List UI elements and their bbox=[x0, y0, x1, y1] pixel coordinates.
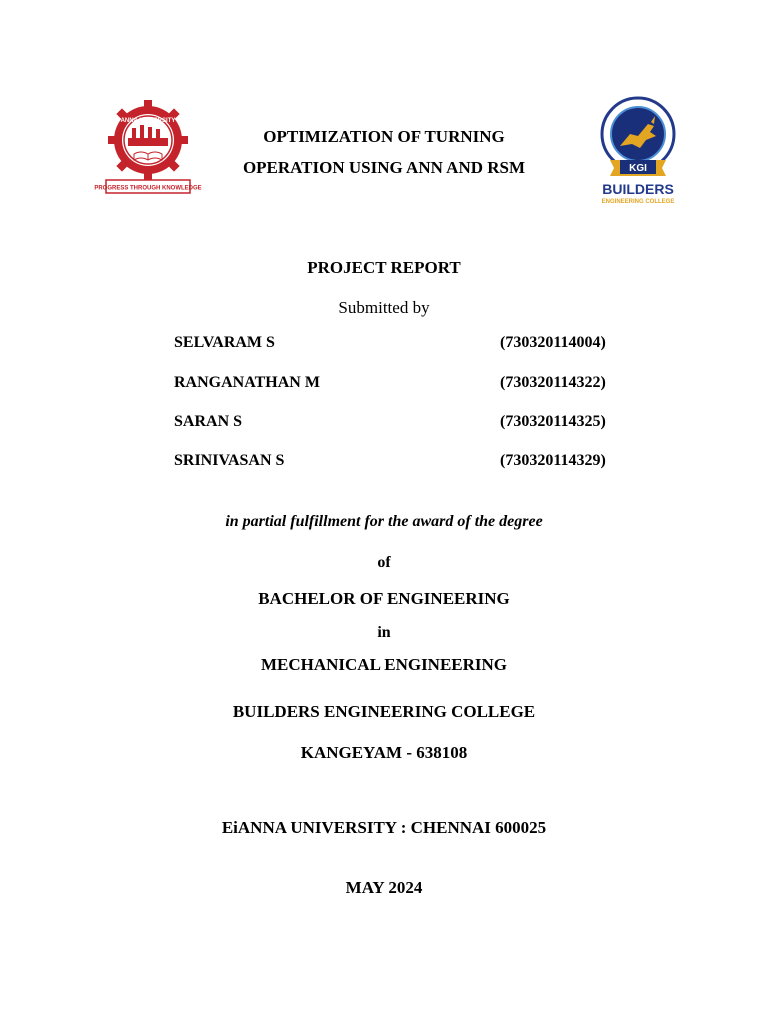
branch-name: MECHANICAL ENGINEERING bbox=[260, 655, 508, 674]
builders-logo-name: BUILDERS bbox=[602, 181, 674, 197]
student-name: SELVARAM S bbox=[174, 334, 275, 351]
student-reg-number: (730320114322) bbox=[500, 374, 606, 391]
student-name: SARAN S bbox=[174, 413, 243, 430]
student-reg-number: (730320114329) bbox=[500, 452, 606, 469]
kgi-badge-text: KGI bbox=[629, 163, 647, 174]
report-title-line-1: OPTIMIZATION OF TURNING bbox=[263, 127, 505, 146]
anna-logo-arc-text: ANNA UNIVERSITY bbox=[120, 118, 176, 124]
student-reg-number: (730320114325) bbox=[500, 413, 606, 430]
builders-logo-tagline: ENGINEERING COLLEGE bbox=[601, 199, 675, 205]
builders-college-logo bbox=[596, 96, 680, 206]
report-title-line-2: OPERATION USING ANN AND RSM bbox=[242, 158, 526, 177]
anna-university-logo bbox=[94, 98, 202, 196]
fulfillment-statement: in partial fulfillment for the award of the degree bbox=[225, 513, 543, 530]
university-name: EiANNA UNIVERSITY : CHENNAI 600025 bbox=[221, 818, 547, 837]
student-reg-number: (730320114004) bbox=[500, 334, 606, 351]
submission-date: MAY 2024 bbox=[345, 878, 423, 897]
student-name: RANGANATHAN M bbox=[174, 374, 320, 391]
submitted-by: Submitted by bbox=[338, 298, 430, 317]
report-type: PROJECT REPORT bbox=[307, 258, 461, 277]
college-name: BUILDERS ENGINEERING COLLEGE bbox=[232, 702, 536, 721]
college-location: KANGEYAM - 638108 bbox=[300, 743, 468, 762]
student-name: SRINIVASAN S bbox=[174, 452, 285, 469]
in-text: in bbox=[377, 624, 391, 641]
anna-logo-motto: PROGRESS THROUGH KNOWLEDGE bbox=[94, 185, 202, 192]
degree-name: BACHELOR OF ENGINEERING bbox=[258, 589, 510, 608]
of-text: of bbox=[377, 554, 391, 571]
